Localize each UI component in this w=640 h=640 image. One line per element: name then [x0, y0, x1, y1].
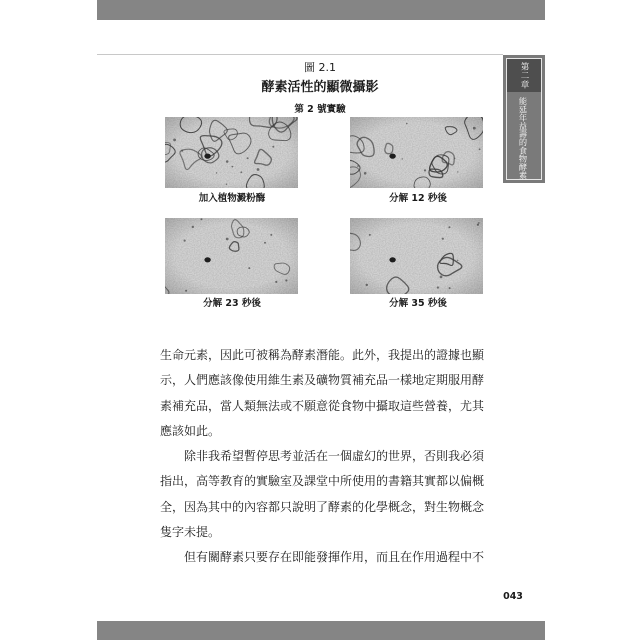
caption-panel-1: 加入植物澱粉酶: [198, 193, 266, 204]
body-line: 指出，高等教育的實驗室及課堂中所使用的書籍其實都以偏概: [160, 474, 485, 489]
micrograph-12s: [350, 117, 483, 188]
body-line: 應該如此。: [160, 423, 221, 438]
top-header-bar: [97, 0, 545, 20]
chapter-tab: [503, 55, 545, 183]
body-line: 隻字未提。: [160, 525, 221, 540]
figure-title: 酵素活性的顯微攝影: [261, 80, 379, 95]
body-text: [160, 343, 500, 571]
micrograph-vignette: [350, 218, 483, 294]
micrograph-before: [165, 117, 298, 188]
caption-panel-3: 分解 23 秒後: [203, 298, 261, 309]
body-line: 生命元素，因此可被稱為酵素潛能。此外，我提出的證據也顯: [160, 348, 485, 362]
header-rule: [97, 54, 503, 55]
body-line: 示，人們應該像使用維生素及礦物質補充品一樣地定期服用酵: [160, 373, 485, 388]
body-line: 但有關酵素只要存在即能發揮作用，而且在作用過程中不: [184, 550, 485, 565]
body-line: 除非我希望暫停思考並活在一個虛幻的世界，否則我必須: [184, 449, 485, 464]
figure-subtitle: 第 2 號實驗: [294, 104, 346, 115]
bottom-footer-bar: [97, 621, 545, 640]
body-line: 素補充品，當人類無法或不願意從食物中攝取這些營養，尤其: [160, 398, 485, 413]
chapter-title: 能延年益壽的食物酵素: [518, 97, 529, 179]
caption-panel-4: 分解 35 秒後: [389, 298, 447, 309]
caption-panel-2: 分解 12 秒後: [389, 193, 447, 204]
chapter-tab-frame: [506, 58, 542, 180]
micrograph-vignette: [165, 218, 298, 294]
page-number: 043: [503, 591, 523, 602]
micrograph-23s: [165, 218, 298, 294]
body-line: 全，因為其中的內容都只說明了酵素的化學概念，對生物概念: [160, 499, 485, 514]
micrograph-vignette: [165, 117, 298, 188]
figure-number: 圖 2.1: [304, 61, 336, 74]
chapter-number: 第二章: [507, 59, 541, 92]
micrograph-vignette: [350, 117, 483, 188]
micrograph-35s: [350, 218, 483, 294]
